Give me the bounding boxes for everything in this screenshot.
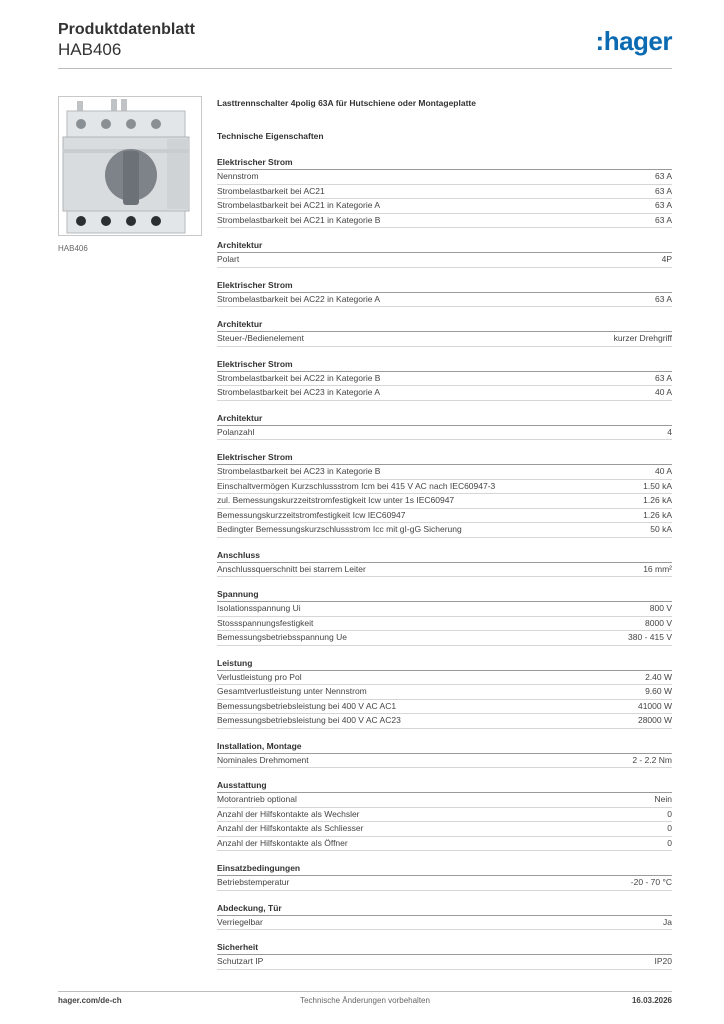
property-row	[217, 754, 672, 769]
property-label: Anzahl der Hilfskontakte als Schliesser	[217, 823, 364, 833]
property-label: Verlustleistung pro Pol	[217, 671, 302, 682]
datasheet-content	[217, 96, 672, 980]
property-row	[217, 631, 672, 646]
article-number: HAB406	[58, 40, 122, 59]
property-value: 16 mm²	[643, 563, 672, 574]
property-row	[217, 563, 672, 578]
property-section	[217, 778, 672, 851]
section-title: Leistung	[217, 656, 672, 671]
document-title: Produktdatenblatt	[58, 21, 195, 38]
property-section	[217, 317, 672, 347]
property-label: Strombelastbarkeit bei AC21	[217, 185, 325, 196]
footer-divider	[58, 991, 672, 992]
property-value: Ja	[663, 916, 672, 927]
property-value: 63 A	[654, 200, 672, 210]
property-label: Strombelastbarkeit bei AC21 in Kategorie A	[217, 200, 381, 210]
property-row	[217, 714, 672, 729]
property-section	[217, 656, 672, 729]
section-title: Architektur	[217, 238, 672, 253]
property-value: 1.50 kA	[643, 480, 672, 491]
property-label: Strombelastbarkeit bei AC22 in Kategorie B	[217, 372, 381, 383]
property-row	[217, 494, 672, 509]
property-row	[217, 955, 672, 970]
property-section	[217, 238, 672, 268]
property-row	[217, 837, 672, 852]
property-value: 63 A	[654, 372, 672, 383]
property-label: Einschaltvermögen Kurzschlussstrom Icm bei 415 V AC nach IEC60947-3	[217, 480, 496, 491]
property-row	[217, 426, 672, 441]
property-section	[217, 411, 672, 441]
section-title: Spannung	[217, 587, 672, 602]
product-image	[58, 96, 202, 236]
property-label: Bemessungsbetriebsspannung Ue	[217, 632, 347, 642]
property-value: Nein	[654, 794, 672, 804]
property-row	[217, 214, 672, 229]
property-value: 0	[667, 837, 672, 848]
property-label: Strombelastbarkeit bei AC23 in Kategorie B	[217, 466, 381, 476]
property-row	[217, 916, 672, 931]
property-value: 28000 W	[637, 715, 672, 725]
property-label: Bemessungsbetriebsleistung bei 400 V AC AC23	[217, 715, 401, 725]
property-row	[217, 199, 672, 214]
property-row	[217, 465, 672, 480]
property-label: Polart	[217, 254, 240, 264]
property-value: 1.26 kA	[643, 495, 672, 505]
property-label: Anzahl der Hilfskontakte als Öffner	[217, 837, 348, 848]
property-label: Strombelastbarkeit bei AC22 in Kategorie A	[217, 293, 381, 304]
property-row	[217, 793, 672, 808]
technical-properties-heading: Technische Eigenschaften	[217, 131, 324, 141]
property-section	[217, 587, 672, 646]
section-title: Anschluss	[217, 548, 672, 563]
property-label: Stossspannungsfestigkeit	[217, 617, 314, 628]
property-value: 63 A	[654, 171, 672, 181]
property-value: 41000 W	[637, 700, 672, 711]
section-title: Elektrischer Strom	[217, 357, 672, 372]
property-value: 40 A	[654, 387, 672, 397]
property-label: Isolationsspannung Ui	[217, 603, 301, 613]
property-label: Bedingter Bemessungskurzschlussstrom Icc mit gI-gG Sicherung	[217, 524, 462, 534]
property-section	[217, 278, 672, 308]
property-section	[217, 739, 672, 769]
hager-logo: :hager	[595, 26, 672, 56]
property-value: 1.26 kA	[643, 509, 672, 520]
property-label: Nominales Drehmoment	[217, 754, 309, 765]
property-section	[217, 940, 672, 970]
property-value: 9.60 W	[645, 686, 672, 696]
switch-disconnector-illustration	[59, 97, 201, 235]
property-label: Bemessungskurzzeitstromfestigkeit Icw IEC60947	[217, 509, 406, 520]
property-label: Betriebstemperatur	[217, 877, 290, 887]
property-value: 8000 V	[645, 617, 672, 628]
property-row	[217, 480, 672, 495]
property-value: 2 - 2.2 Nm	[632, 754, 672, 765]
section-title: Elektrischer Strom	[217, 278, 672, 293]
section-title: Elektrischer Strom	[217, 450, 672, 465]
property-label: Steuer-/Bedienelement	[217, 333, 304, 343]
header-divider	[58, 68, 672, 69]
property-value: 0	[667, 823, 672, 833]
footer-date: 16.03.2026	[631, 996, 672, 1005]
property-row	[217, 876, 672, 891]
property-row	[217, 822, 672, 837]
property-value: 63 A	[654, 214, 672, 225]
property-value: 0	[667, 808, 672, 819]
property-value: 50 kA	[650, 524, 672, 534]
property-row	[217, 617, 672, 632]
property-label: Anzahl der Hilfskontakte als Wechsler	[217, 808, 360, 819]
property-row	[217, 808, 672, 823]
footer-url[interactable]: hager.com/de-ch	[58, 996, 122, 1005]
property-label: Strombelastbarkeit bei AC23 in Kategorie A	[217, 387, 381, 397]
section-title: Elektrischer Strom	[217, 155, 672, 170]
property-value: 4	[667, 426, 672, 437]
property-row	[217, 332, 672, 347]
section-title: Architektur	[217, 411, 672, 426]
property-value: 40 A	[654, 466, 672, 476]
property-label: Verriegelbar	[217, 916, 263, 927]
property-section	[217, 861, 672, 891]
product-description: Lasttrennschalter 4polig 63A für Hutschiene oder Montageplatte	[217, 98, 476, 108]
property-label: Nennstrom	[217, 171, 259, 181]
property-section	[217, 901, 672, 931]
property-label: Schutzart IP	[217, 956, 264, 966]
property-label: Motorantrieb optional	[217, 794, 297, 804]
property-row	[217, 700, 672, 715]
property-section	[217, 450, 672, 538]
property-row	[217, 671, 672, 686]
property-label: Bemessungsbetriebsleistung bei 400 V AC AC1	[217, 700, 397, 711]
property-value: 380 - 415 V	[628, 632, 672, 642]
property-label: Anschlussquerschnitt bei starrem Leiter	[217, 563, 366, 574]
property-value: 4P	[661, 254, 672, 264]
property-label: Gesamtverlustleistung unter Nennstrom	[217, 686, 367, 696]
property-row	[217, 386, 672, 401]
properties-sections	[217, 155, 672, 970]
document-header	[58, 20, 195, 60]
property-label: Polanzahl	[217, 426, 255, 437]
property-value: 800 V	[649, 603, 672, 613]
property-row	[217, 170, 672, 185]
property-section	[217, 155, 672, 228]
property-row	[217, 372, 672, 387]
property-row	[217, 509, 672, 524]
property-row	[217, 253, 672, 268]
property-label: zul. Bemessungskurzzeitstromfestigkeit Icw unter 1s IEC60947	[217, 495, 455, 505]
property-value: 63 A	[654, 185, 672, 196]
image-caption: HAB406	[58, 244, 88, 253]
property-row	[217, 185, 672, 200]
property-section	[217, 357, 672, 401]
property-value: kurzer Drehgriff	[613, 333, 672, 343]
section-title: Sicherheit	[217, 940, 672, 955]
property-section	[217, 548, 672, 578]
property-value: -20 - 70 °C	[630, 877, 672, 887]
footer-note: Technische Änderungen vorbehalten	[300, 996, 430, 1005]
property-row	[217, 602, 672, 617]
property-row	[217, 523, 672, 538]
section-title: Ausstattung	[217, 778, 672, 793]
property-value: 63 A	[654, 293, 672, 304]
property-label: Strombelastbarkeit bei AC21 in Kategorie B	[217, 214, 381, 225]
property-row	[217, 293, 672, 308]
property-row	[217, 685, 672, 700]
property-value: IP20	[654, 956, 672, 966]
section-title: Architektur	[217, 317, 672, 332]
section-title: Installation, Montage	[217, 739, 672, 754]
section-title: Abdeckung, Tür	[217, 901, 672, 916]
section-title: Einsatzbedingungen	[217, 861, 672, 876]
property-value: 2.40 W	[645, 671, 672, 682]
